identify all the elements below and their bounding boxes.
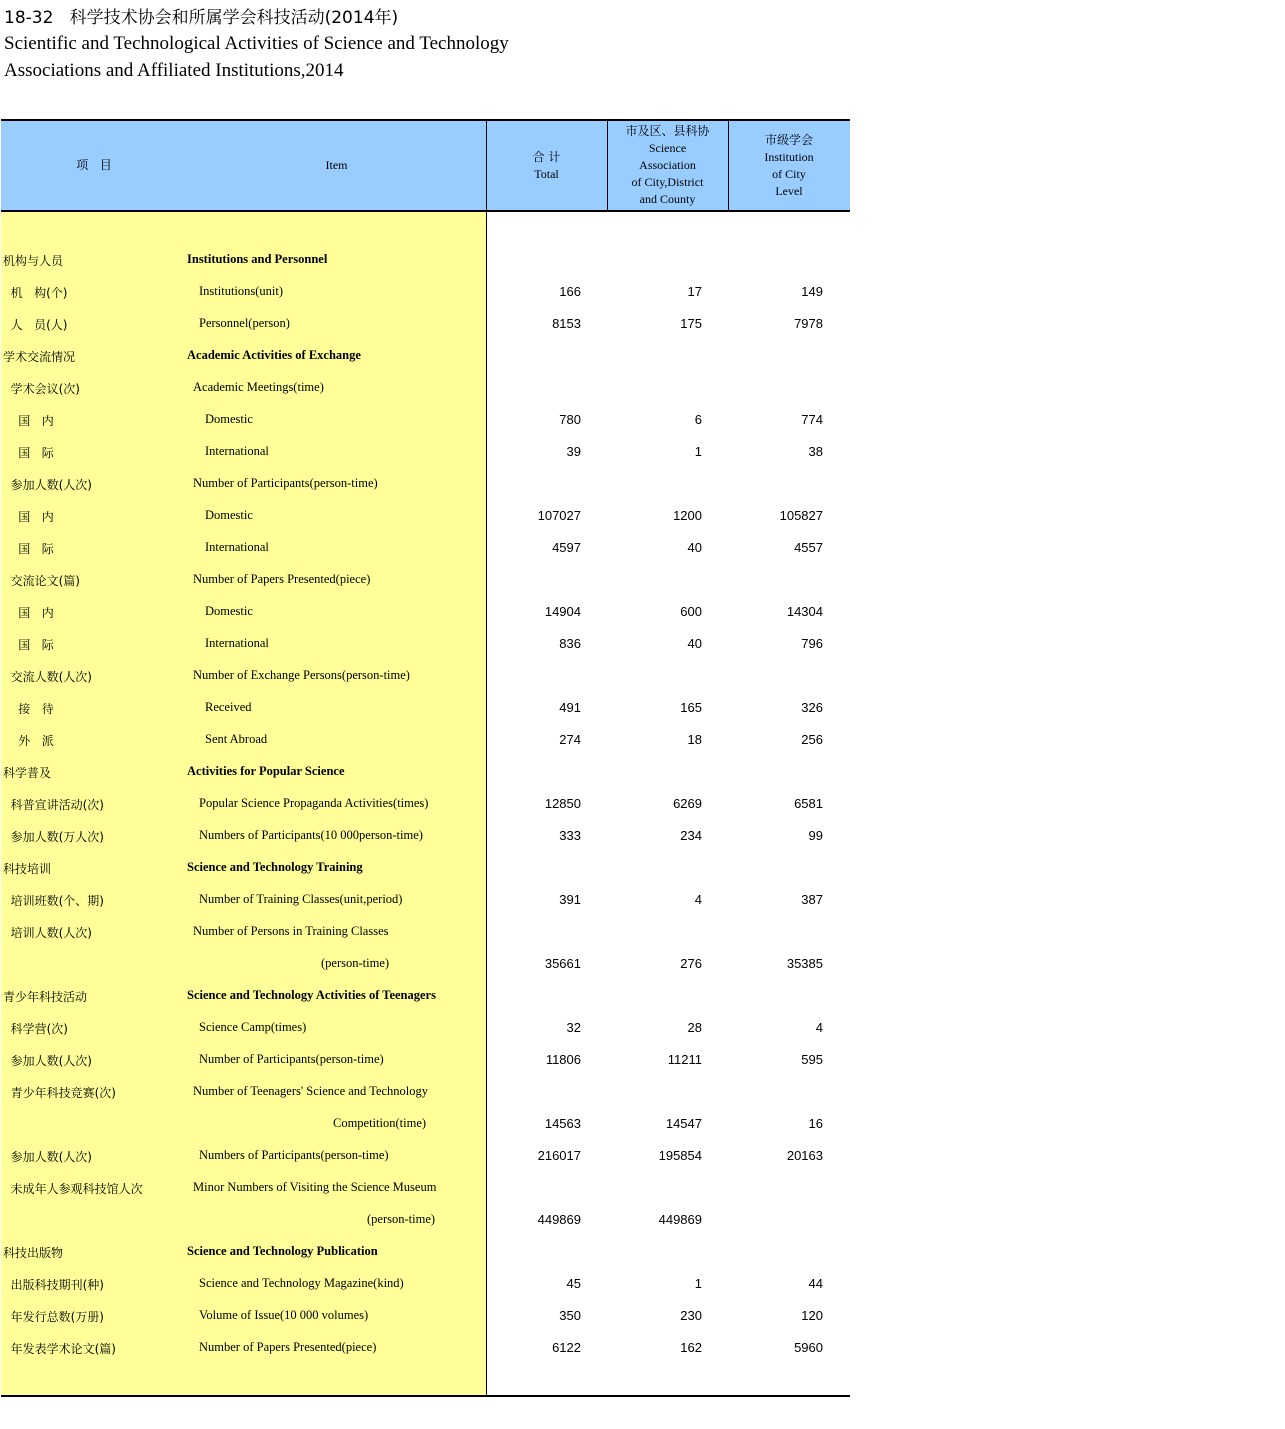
row-label-cn: 国 际	[3, 446, 54, 460]
table-row	[1, 1332, 850, 1364]
value-total: 836	[559, 636, 581, 651]
value-city: 105827	[779, 508, 823, 523]
value-county: 17	[687, 284, 702, 299]
value-city: 256	[801, 732, 823, 747]
value-total: 35661	[544, 956, 581, 971]
row-label-en: Number of Persons in Training Classes	[193, 924, 389, 938]
row-label-en: Minor Numbers of Visiting the Science Museum	[193, 1180, 437, 1194]
row-label-cn: 机构与人员	[3, 254, 64, 268]
value-total: 333	[559, 828, 581, 843]
table-row	[1, 596, 850, 628]
table-row	[1, 692, 850, 724]
header-city-en-3: Level	[775, 183, 803, 198]
row-label-cn: 科技培训	[3, 862, 52, 876]
header-county-en-4: and County	[639, 192, 696, 206]
row-label-en: Science and Technology Activities of Teenagers	[187, 988, 436, 1002]
title-chinese: 18-32 科学技术协会和所属学会科技活动(2014年)	[4, 8, 399, 28]
value-city: 595	[801, 1052, 823, 1067]
value-county: 600	[680, 604, 702, 619]
table-row	[1, 852, 850, 884]
row-label-en: Numbers of Participants(person-time)	[199, 1148, 389, 1162]
header-divider	[607, 121, 608, 210]
value-total: 14904	[544, 604, 581, 619]
table-row	[1, 916, 850, 948]
row-label-en: Science and Technology Magazine(kind)	[199, 1276, 404, 1290]
row-label-cn: 国 内	[3, 606, 54, 620]
table-row	[1, 980, 850, 1012]
title-english-line-1: Scientific and Technological Activities of Science and Technology	[4, 33, 509, 54]
table-row	[1, 564, 850, 596]
header-county-en-2: Association	[639, 158, 696, 172]
row-label-en: Sent Abroad	[205, 732, 268, 746]
row-label-en: Science and Technology Training	[187, 860, 363, 874]
row-label-cn: 培训人数(人次)	[3, 926, 92, 940]
table-row	[1, 628, 850, 660]
row-label-en: Domestic	[205, 604, 253, 618]
row-label-cn: 外 派	[3, 734, 54, 748]
value-total: 11806	[545, 1052, 581, 1067]
header-item-en-cell	[187, 121, 486, 210]
row-label-en: Domestic	[205, 508, 253, 522]
value-city: 120	[801, 1308, 823, 1323]
value-county: 165	[680, 700, 702, 715]
table-row	[1, 500, 850, 532]
value-county: 276	[680, 956, 702, 971]
header-total-cell	[486, 121, 607, 210]
value-total: 216017	[537, 1148, 581, 1163]
table-bottom-border	[1, 1395, 850, 1397]
table-row	[1, 1108, 850, 1140]
row-label-cn: 参加人数(人次)	[3, 1150, 92, 1164]
table-row	[1, 308, 850, 340]
value-county: 11211	[667, 1052, 702, 1067]
value-total: 274	[559, 732, 581, 747]
header-county-en-3: of City,District	[631, 175, 704, 189]
value-city: 4	[815, 1020, 823, 1035]
row-label-en: Science and Technology Publication	[187, 1244, 378, 1258]
table-header	[1, 119, 850, 212]
value-county: 230	[680, 1308, 702, 1323]
row-label-en: Number of Teenagers' Science and Technology	[193, 1084, 429, 1098]
table-row	[1, 1140, 850, 1172]
table-row	[1, 468, 850, 500]
row-label-en: International	[205, 636, 269, 650]
table-row	[1, 724, 850, 756]
value-total: 780	[559, 412, 581, 427]
row-label-cn: 科技出版物	[3, 1246, 64, 1260]
row-label-cn: 国 际	[3, 542, 54, 556]
statistics-table	[1, 119, 850, 1397]
table-row	[1, 1300, 850, 1332]
row-label-en: Number of Participants(person-time)	[199, 1052, 384, 1066]
row-label-en: Number of Papers Presented(piece)	[193, 572, 371, 586]
table-row	[1, 1236, 850, 1268]
table-row	[1, 1012, 850, 1044]
header-city-en-1: Institution	[764, 149, 814, 164]
row-label-en: (person-time)	[367, 1212, 436, 1226]
value-city: 99	[808, 828, 823, 843]
row-label-cn: 参加人数(人次)	[3, 478, 92, 492]
row-label-cn: 青少年科技活动	[3, 990, 88, 1004]
row-label-cn: 国 内	[3, 510, 54, 524]
row-label-en: Number of Exchange Persons(person-time)	[193, 668, 410, 682]
row-label-en: Science Camp(times)	[199, 1020, 307, 1034]
value-total: 8153	[552, 316, 581, 331]
row-label-en: International	[205, 444, 269, 458]
value-city: 44	[808, 1276, 823, 1291]
row-label-cn: 青少年科技竞赛(次)	[3, 1086, 116, 1100]
value-county: 28	[687, 1020, 702, 1035]
value-city: 4557	[794, 540, 823, 555]
row-label-en: Received	[205, 700, 252, 714]
value-city: 5960	[794, 1340, 823, 1355]
row-label-cn: 年发表学术论文(篇)	[3, 1342, 116, 1356]
value-total: 391	[559, 892, 581, 907]
header-city-cell	[728, 121, 850, 210]
table-row	[1, 244, 850, 276]
table-row	[1, 1044, 850, 1076]
header-county-en-1: Science	[648, 141, 687, 155]
table-row	[1, 884, 850, 916]
header-item-cn-cell	[1, 121, 187, 210]
row-label-en: Institutions and Personnel	[187, 252, 328, 266]
value-county: 449869	[658, 1212, 702, 1227]
row-label-en: Popular Science Propaganda Activities(times)	[199, 796, 429, 810]
row-label-cn: 科学营(次)	[3, 1022, 68, 1036]
row-label-cn: 交流人数(人次)	[3, 670, 92, 684]
value-city: 20163	[786, 1148, 823, 1163]
row-label-cn: 参加人数(人次)	[3, 1054, 92, 1068]
value-county: 6	[694, 412, 702, 427]
value-county: 14547	[665, 1116, 702, 1131]
table-body	[1, 244, 850, 1364]
value-county: 4	[694, 892, 702, 907]
header-total-cn: 合 计	[532, 149, 561, 164]
row-label-cn: 学术交流情况	[3, 350, 76, 364]
table-row	[1, 276, 850, 308]
value-city: 149	[801, 284, 823, 299]
value-city: 16	[808, 1116, 823, 1131]
value-city: 14304	[786, 604, 823, 619]
value-total: 107027	[537, 508, 581, 523]
header-city-en-2: of City	[772, 166, 806, 181]
row-label-en: (person-time)	[321, 956, 390, 970]
row-label-en: Domestic	[205, 412, 253, 426]
title-english-line-2: Associations and Affiliated Institutions,2014	[4, 60, 344, 81]
table-row	[1, 948, 850, 980]
value-county: 6269	[673, 796, 702, 811]
value-total: 449869	[537, 1212, 581, 1227]
value-county: 234	[680, 828, 702, 843]
table-row	[1, 1268, 850, 1300]
title-block	[4, 6, 509, 84]
value-city: 796	[801, 636, 823, 651]
value-county: 40	[687, 636, 702, 651]
row-label-en: Academic Meetings(time)	[193, 380, 324, 394]
value-total: 45	[566, 1276, 581, 1291]
value-county: 195854	[658, 1148, 702, 1163]
value-city: 7978	[794, 316, 823, 331]
row-label-en: Number of Training Classes(unit,period)	[199, 892, 403, 906]
table-row	[1, 532, 850, 564]
header-county-cell	[607, 121, 728, 210]
value-total: 4597	[552, 540, 581, 555]
row-label-cn: 国 际	[3, 638, 54, 652]
table-row	[1, 340, 850, 372]
header-item-cn: 项 目	[76, 158, 112, 172]
row-label-cn: 交流论文(篇)	[3, 574, 80, 588]
table-row	[1, 756, 850, 788]
row-label-cn: 参加人数(万人次)	[3, 830, 104, 844]
value-county: 1200	[673, 508, 702, 523]
row-label-en: Activities for Popular Science	[187, 764, 345, 778]
row-label-cn: 出版科技期刊(种)	[3, 1278, 104, 1292]
value-total: 12850	[544, 796, 581, 811]
value-total: 6122	[552, 1340, 581, 1355]
header-item-en: Item	[325, 158, 348, 172]
table-row	[1, 1076, 850, 1108]
row-label-en: Personnel(person)	[199, 316, 290, 330]
table-row	[1, 660, 850, 692]
row-label-cn: 年发行总数(万册)	[3, 1310, 104, 1324]
row-label-en: Academic Activities of Exchange	[187, 348, 361, 362]
value-county: 1	[694, 1276, 702, 1291]
row-label-en: Number of Papers Presented(piece)	[199, 1340, 377, 1354]
table-row	[1, 820, 850, 852]
value-total: 350	[559, 1308, 581, 1323]
table-row	[1, 788, 850, 820]
value-county: 162	[680, 1340, 702, 1355]
header-city-cn: 市级学会	[764, 132, 813, 147]
value-city: 38	[808, 444, 823, 459]
row-label-en: Institutions(unit)	[199, 284, 284, 298]
row-label-cn: 接 待	[3, 702, 54, 716]
row-label-cn: 国 内	[3, 414, 54, 428]
value-city: 6581	[794, 796, 823, 811]
value-county: 40	[687, 540, 702, 555]
value-city: 35385	[786, 956, 823, 971]
row-label-cn: 科普宣讲活动(次)	[3, 798, 104, 812]
row-label-cn: 人 员(人)	[3, 318, 68, 332]
table-row	[1, 1204, 850, 1236]
row-label-en: Numbers of Participants(10 000person-time)	[199, 828, 423, 842]
header-county-cn: 市及区、县科协	[625, 124, 710, 138]
value-total: 166	[559, 284, 581, 299]
row-label-cn: 科学普及	[3, 766, 52, 780]
row-label-cn: 未成年人参观科技馆人次	[3, 1182, 143, 1196]
row-label-cn: 培训班数(个、期)	[3, 894, 104, 908]
row-label-en: Number of Participants(person-time)	[193, 476, 378, 490]
value-county: 175	[680, 316, 702, 331]
value-city: 387	[801, 892, 823, 907]
row-label-cn: 机 构(个)	[3, 286, 68, 300]
table-row	[1, 436, 850, 468]
row-label-en: Volume of Issue(10 000 volumes)	[199, 1308, 369, 1322]
value-total: 14563	[544, 1116, 581, 1131]
row-label-en: Competition(time)	[333, 1116, 427, 1130]
header-divider	[728, 121, 729, 210]
value-county: 1	[694, 444, 702, 459]
table-row	[1, 1172, 850, 1204]
value-total: 39	[566, 444, 581, 459]
value-total: 491	[559, 700, 581, 715]
value-city: 326	[801, 700, 823, 715]
value-city: 774	[801, 412, 823, 427]
value-county: 18	[687, 732, 702, 747]
row-label-en: International	[205, 540, 269, 554]
row-label-cn: 学术会议(次)	[3, 382, 80, 396]
table-row	[1, 372, 850, 404]
table-row	[1, 404, 850, 436]
header-total-en: Total	[534, 166, 559, 181]
header-divider	[486, 121, 487, 210]
value-total: 32	[566, 1020, 581, 1035]
